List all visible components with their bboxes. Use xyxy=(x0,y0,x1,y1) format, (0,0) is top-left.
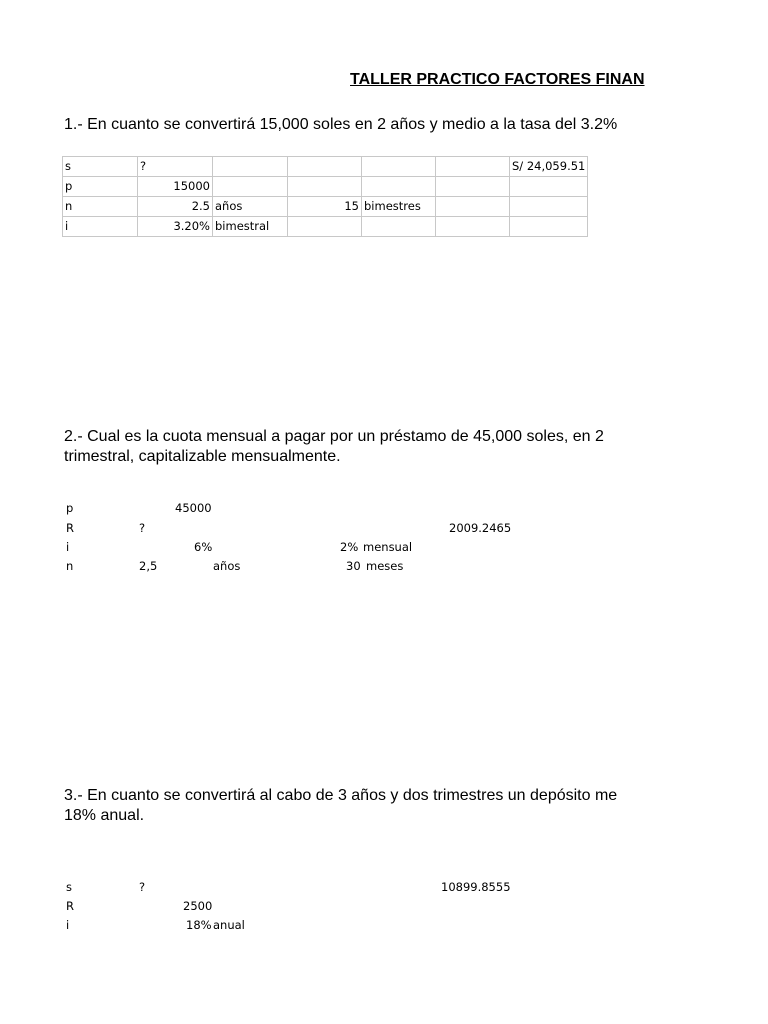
table-cell-v4 xyxy=(362,157,436,177)
table-cell-v6: S/ 24,059.51 xyxy=(510,157,588,177)
q2-n-unit: años xyxy=(213,559,241,573)
table-row xyxy=(63,157,588,177)
question-2-line-2: trimestral, capitalizable mensualmente. xyxy=(64,448,341,465)
table-cell-v1: 3.20% xyxy=(138,217,213,237)
q2-i-unit: mensual xyxy=(363,540,413,554)
q2-n-label: n xyxy=(66,559,74,573)
q2-r-value: ? xyxy=(139,521,146,535)
q2-r-label: R xyxy=(66,521,74,535)
question-3-line-1: 3.- En cuanto se convertirá al cabo de 3 años y dos trimestres un depósito me xyxy=(64,787,618,804)
table-cell-v3 xyxy=(288,157,362,177)
question-2-line-1: 2.- Cual es la cuota mensual a pagar por un préstamo de 45,000 soles, en 2 xyxy=(64,428,604,445)
table-cell-v4 xyxy=(362,177,436,197)
table-cell-v5 xyxy=(436,197,510,217)
table-cell-label: s xyxy=(63,157,138,177)
table-cell-v6 xyxy=(510,177,588,197)
table-cell-v6 xyxy=(510,197,588,217)
table-cell-v2: años xyxy=(213,197,288,217)
table-cell-v1: 2.5 xyxy=(138,197,213,217)
table-row xyxy=(63,217,588,237)
question-3-line-2: 18% anual. xyxy=(64,807,145,824)
table-cell-v5 xyxy=(436,217,510,237)
q2-r-result: 2009.2465 xyxy=(449,521,512,535)
page-title: TALLER PRACTICO FACTORES FINAN xyxy=(350,71,645,88)
table-cell-v2: bimestral xyxy=(213,217,288,237)
table-cell-v1: ? xyxy=(138,157,213,177)
table-cell-v2 xyxy=(213,177,288,197)
table-cell-v1: 15000 xyxy=(138,177,213,197)
q3-s-result: 10899.8555 xyxy=(441,880,511,894)
question-1-table xyxy=(62,156,588,237)
q3-s-label: s xyxy=(66,880,72,894)
q3-r-value: 2500 xyxy=(183,899,213,913)
table-cell-v4 xyxy=(362,217,436,237)
table-cell-v3 xyxy=(288,177,362,197)
table-cell-v5 xyxy=(436,177,510,197)
q3-i-value: 18% xyxy=(186,918,212,932)
q2-n-count: 30 xyxy=(346,559,361,573)
table-row xyxy=(63,177,588,197)
q3-i-label: i xyxy=(66,918,70,932)
table-cell-label: i xyxy=(63,217,138,237)
q2-p-label: p xyxy=(66,501,74,515)
table-cell-v4: bimestres xyxy=(362,197,436,217)
table-cell-v3 xyxy=(288,217,362,237)
table-cell-v5 xyxy=(436,157,510,177)
q3-i-unit: anual xyxy=(213,918,245,932)
q2-i-label: i xyxy=(66,540,70,554)
table-row xyxy=(63,197,588,217)
q2-n-unit2: meses xyxy=(366,559,404,573)
table-cell-v2 xyxy=(213,157,288,177)
q2-i-rate: 2% xyxy=(340,540,359,554)
q2-n-value: 2,5 xyxy=(139,559,158,573)
table-cell-v6 xyxy=(510,217,588,237)
q3-s-value: ? xyxy=(139,880,146,894)
table-cell-v3: 15 xyxy=(288,197,362,217)
table-cell-label: p xyxy=(63,177,138,197)
q2-p-value: 45000 xyxy=(175,501,212,515)
table-cell-label: n xyxy=(63,197,138,217)
q3-r-label: R xyxy=(66,899,74,913)
question-1: 1.- En cuanto se convertirá 15,000 soles en 2 años y medio a la tasa del 3.2% xyxy=(64,116,618,133)
q2-i-value: 6% xyxy=(194,540,213,554)
